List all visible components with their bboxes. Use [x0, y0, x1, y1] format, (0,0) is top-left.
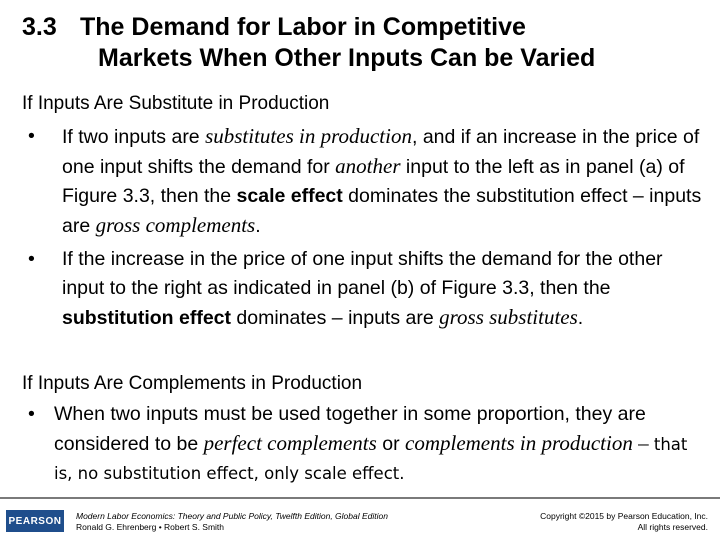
- copyright-line: Copyright ©2015 by Pearson Education, Inc.: [540, 511, 708, 521]
- bullet-icon: •: [28, 248, 35, 270]
- bullet-gross-complements: [22, 122, 702, 241]
- pearson-logo: PEARSON: [6, 510, 64, 532]
- bullet-icon: •: [28, 403, 35, 425]
- copyright-notice: [540, 511, 708, 533]
- bullet-icon: •: [28, 125, 35, 147]
- bullet-text: When two inputs must be used together in some proportion, they are considered to be perfect complements or complements in production – that is, no substitution effect, only scale effect.: [54, 403, 688, 483]
- title-line-1: The Demand for Labor in Competitive: [80, 13, 526, 41]
- bullet-text: If two inputs are substitutes in production, and if an increase in the price of one input shifts the demand for another input to the left as in panel (a) of Figure 3.3, then the scale effect dominates the substitution effect – inputs are gross complements.: [62, 124, 702, 237]
- book-citation: [76, 511, 388, 533]
- rights-line: All rights reserved.: [637, 522, 708, 532]
- footer-divider: [0, 497, 720, 499]
- section-number: 3.3: [22, 13, 57, 41]
- book-authors: Ronald G. Ehrenberg • Robert S. Smith: [76, 522, 225, 532]
- title-line-2: Markets When Other Inputs Can be Varied: [98, 44, 596, 72]
- slide-title: [22, 12, 712, 74]
- bullet-text: If the increase in the price of one input shifts the demand for the other input to the right as indicated in panel (b) of Figure 3.3, then the substitution effect dominates – inputs are gross substitutes.: [62, 248, 663, 329]
- bullet-perfect-complements: [22, 400, 702, 488]
- section-heading-complements: If Inputs Are Complements in Production: [22, 373, 363, 394]
- bullet-gross-substitutes: [22, 245, 702, 333]
- book-title: Modern Labor Economics: Theory and Public Policy, Twelfth Edition, Global Edition: [76, 511, 388, 521]
- section-heading-substitutes: If Inputs Are Substitute in Production: [22, 93, 330, 114]
